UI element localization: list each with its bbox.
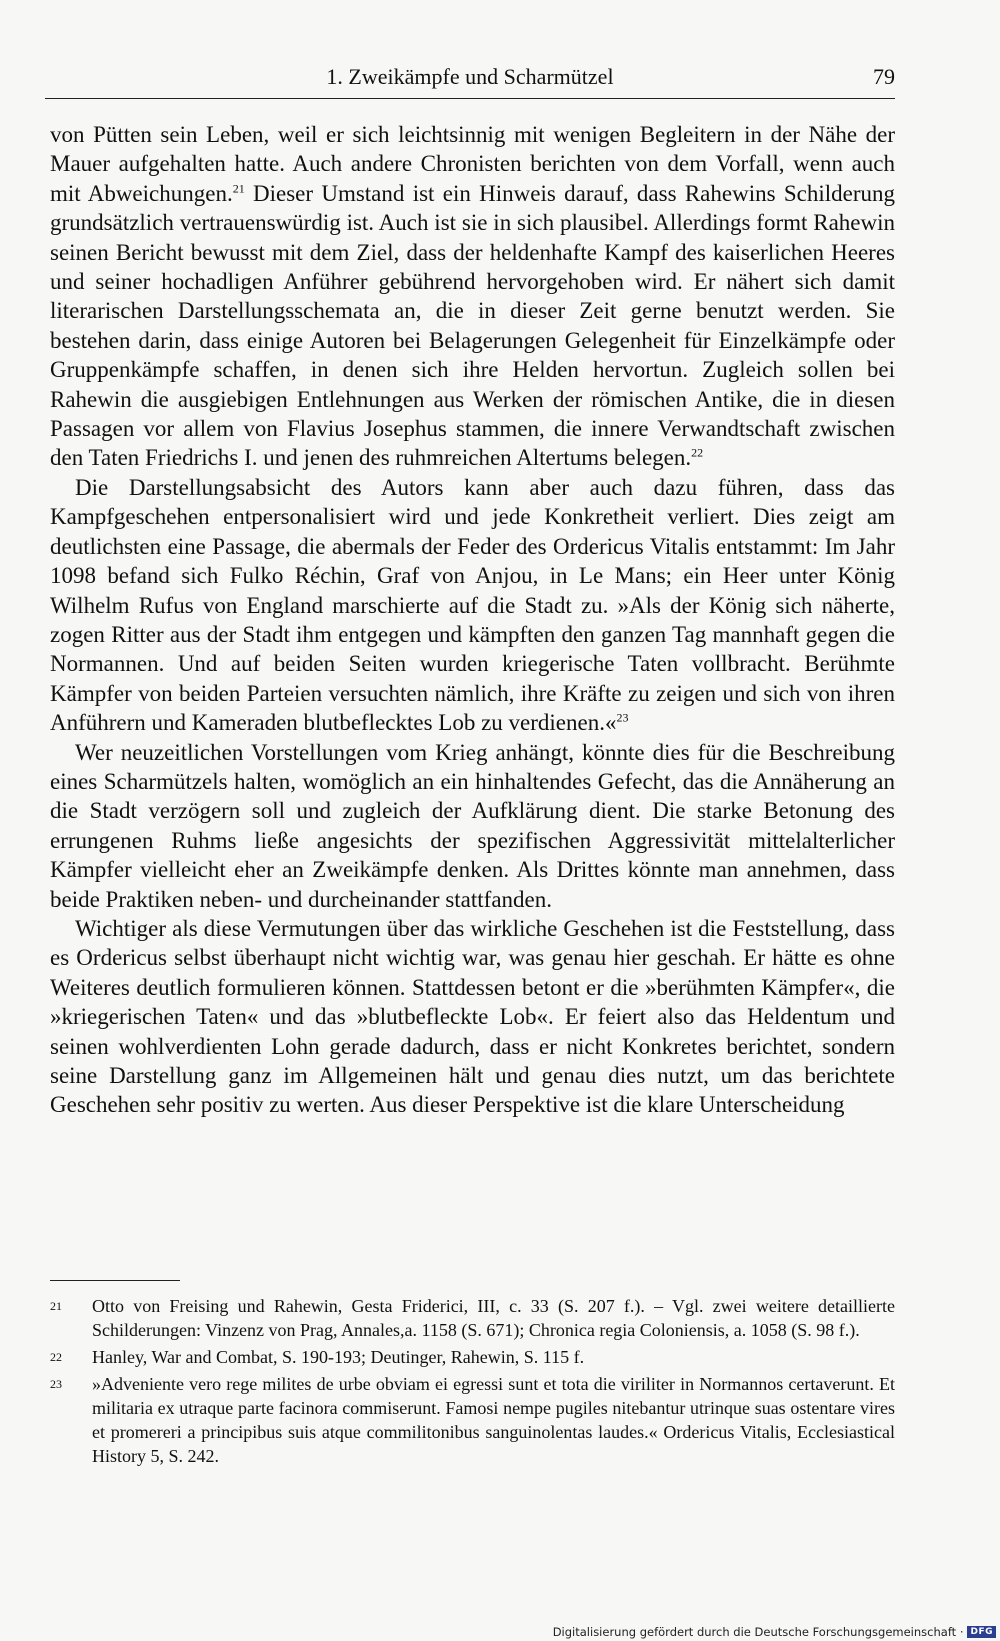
footnote-number: 22 [50, 1350, 62, 1364]
body-text [50, 120, 895, 1120]
page-number: 79 [873, 64, 895, 89]
footnote-text: Otto von Freising und Rahewin, Gesta Friderici, III, c. 33 (S. 207 f.). – Vgl. zwei weitere detaillierte Schilderungen: Vinzenz von Prag, Annales,a. 1158 (S. 671); Chronica regia Coloniensis, a. 1058 (S. 98 f.). [92, 1296, 895, 1340]
footnote-ref-23: 23 [616, 710, 629, 725]
footnote-number: 21 [50, 1299, 62, 1313]
credit-text: Digitalisierung gefördert durch die Deutsche Forschungsgemeinschaft · [552, 1625, 964, 1639]
footnote-ref-21: 21 [232, 181, 245, 196]
footnote-21 [50, 1294, 895, 1342]
footnote-divider [50, 1280, 180, 1281]
paragraph-1-part-b: Dieser Umstand ist ein Hinweis darauf, dass Rahewins Schilderung grundsätzlich vertrauenswürdig ist. Auch ist sie in sich plausibel. Allerdings formt Rahewin seinen Bericht bewusst mit dem Ziel, dass der heldenhafte Kampf des kaiserlichen Heeres und seiner hochadligen Anführer gebührend hervorgehoben wird. Er nähert sich damit literarischen Darstellungsschemata an, die in dieser Zeit gerne benutzt werden. Sie bestehen darin, dass einige Autoren bei Belagerungen Gelegenheit für Einzelkämpfe oder Gruppenkämpfe schaffen, in denen sich ihre Helden hervortun. Zugleich sollen bei Rahewin die ausgiebigen Entlehnungen aus Werken der römischen Antike, die in diesen Passagen vor allem von Flavius Josephus stammen, die innere Verwandtschaft zwischen den Taten Friedrichs I. und jenen des ruhmreichen Altertums belegen. [50, 180, 895, 471]
footnotes [50, 1294, 895, 1471]
footnote-text: »Adveniente vero rege milites de urbe obviam ei egressi sunt et tota die viriliter in Normannos certaverunt. Et militaria ex utraque parte facinora commiserunt. Famosi nempe pugiles nitebantur utrinque suas ostentare vires et promereri a principibus suis atque commilitonibus sanguinolentas laudes.« Ordericus Vitalis, Ecclesiastical History 5, S. 242. [92, 1374, 895, 1466]
page-header [45, 62, 895, 99]
running-head: 1. Zweikämpfe und Scharmützel [326, 64, 614, 89]
footnote-number: 23 [50, 1377, 62, 1391]
paragraph-2-text: Die Darstellungsabsicht des Autors kann aber auch dazu führen, dass das Kampfgeschehen entpersonalisiert wird und jede Konkretheit verliert. Dies zeigt am deutlichsten eine Passage, die abermals der Feder des Ordericus Vitalis entstammt: Im Jahr 1098 befand sich Fulko Réchin, Graf von Anjou, in Le Mans; ein Heer unter König Wilhelm Rufus von England marschierte auf die Stadt zu. »Als der König sich näherte, zogen Ritter aus der Stadt ihm entgegen und kämpften den ganzen Tag mannhaft gegen die Normannen. Und auf beiden Seiten wurden kriegerische Taten vollbracht. Berühmte Kämpfer von beiden Parteien versuchten nämlich, ihre Kräfte zu zeigen und sich von ihren Anführern und Kameraden blutbeflecktes Lob zu verdienen.« [50, 474, 895, 736]
paragraph-1-part-a: von Pütten sein Leben, weil er sich leichtsinnig mit wenigen Begleitern in der Nähe der Mauer aufgehalten hatte. Auch andere Chronisten berichten von dem Vorfall, wenn auch mit Abweichungen. [50, 122, 895, 206]
dfg-logo-icon: DFG [967, 1626, 996, 1638]
paragraph-1 [50, 120, 895, 473]
footnote-text: Hanley, War and Combat, S. 190-193; Deutinger, Rahewin, S. 115 f. [92, 1347, 585, 1367]
footnote-ref-22: 22 [691, 445, 704, 460]
digitization-credit [553, 1625, 996, 1639]
paragraph-2 [50, 473, 895, 738]
paragraph-4: Wichtiger als diese Vermutungen über das wirkliche Geschehen ist die Feststellung, dass es Ordericus selbst überhaupt nicht wichtig war, was genau hier geschah. Er hätte es ohne Weiteres deutlich formulieren können. Stattdessen betont er die »berühmten Kämpfer«, die »kriegerischen Taten« und das »blutbefleckte Lob«. Er feiert also das Heldentum und seinen wohlverdienten Lohn gerade dadurch, dass er nicht Konkretes berichtet, sondern seine Darstellung ganz im Allgemeinen hält und genau dies nutzt, um das berichtete Geschehen sehr positiv zu werten. Aus dieser Perspektive ist die klare Unterscheidung [50, 915, 895, 1118]
footnote-22 [50, 1345, 895, 1369]
paragraph-3: Wer neuzeitlichen Vorstellungen vom Krieg anhängt, könnte dies für die Beschreibung eines Scharmützels halten, womöglich an ein hinhaltendes Gefecht, das die Annäherung an die Stadt verzögern soll und zugleich der Aufklärung dient. Die starke Betonung des errungenen Ruhms ließe angesichts der spezifischen Aggressivität mittelalterlicher Kämpfer vielleicht eher an Zweikämpfe denken. Als Drittes könnte man annehmen, dass beide Praktiken neben- und durcheinander stattfanden. [50, 739, 895, 912]
footnote-23 [50, 1372, 895, 1468]
